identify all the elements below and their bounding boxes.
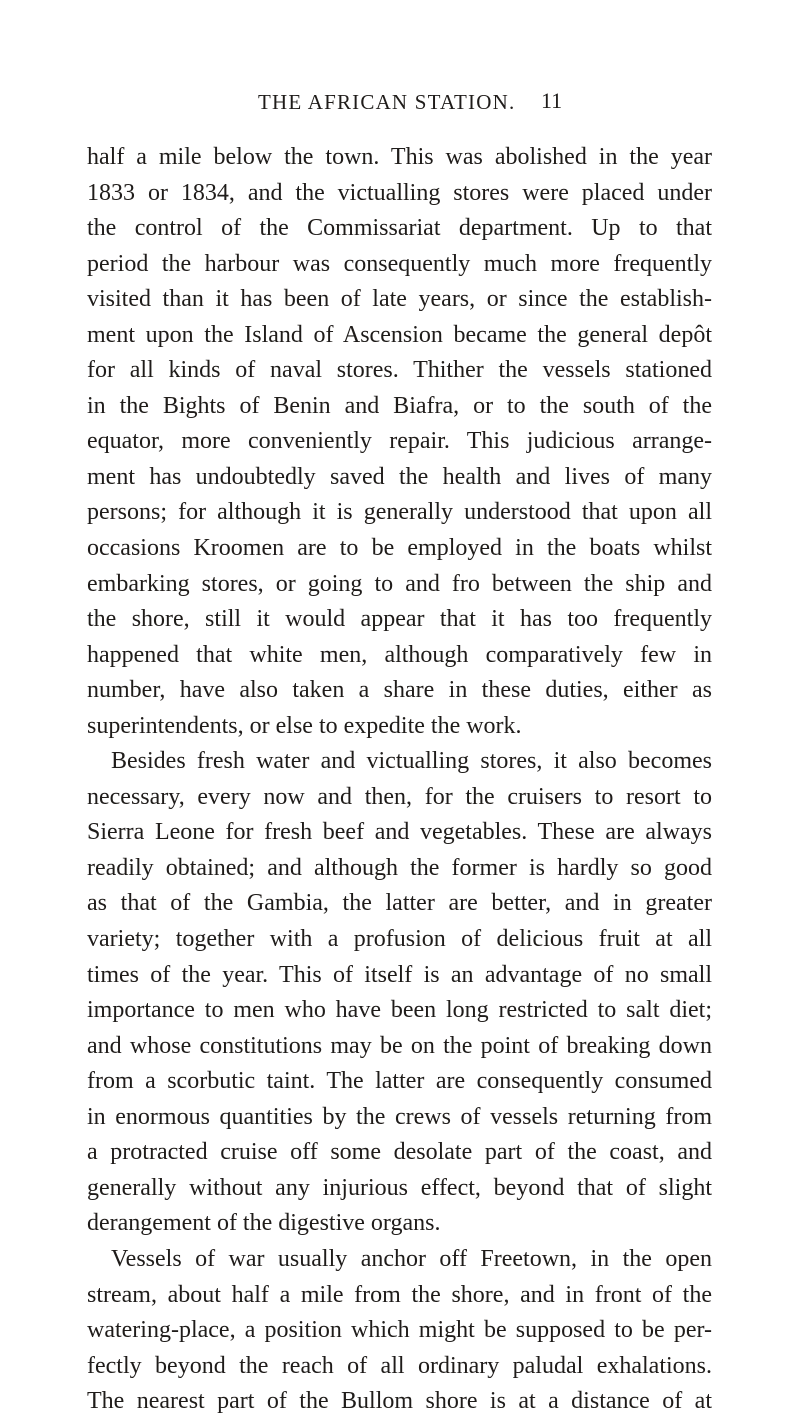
paragraph-start-line: Besides fresh water and victualling stores, it also becomes	[111, 748, 712, 775]
text-line: ment upon the Island of Ascension became the general depôt	[87, 321, 712, 348]
text-line: in enormous quantities by the crews of vessels returning from	[87, 1103, 712, 1130]
text-line: stream, about half a mile from the shore, and in front of the	[87, 1281, 712, 1308]
text-line: for all kinds of naval stores. Thither the vessels stationed	[87, 357, 712, 384]
page-header	[0, 86, 800, 126]
paragraph-start-line: Vessels of war usually anchor off Freetown, in the open	[111, 1245, 712, 1272]
text-line: equator, more conveniently repair. This judicious arrange-	[87, 428, 712, 455]
text-line: from a scorbutic taint. The latter are consequently consumed	[87, 1068, 712, 1095]
text-line: the control of the Commissariat department. Up to that	[87, 215, 712, 242]
text-line: in the Bights of Benin and Biafra, or to the south of the	[87, 392, 712, 419]
text-line: embarking stores, or going to and fro between the ship and	[87, 570, 712, 597]
text-line: half a mile below the town. This was abolished in the year	[87, 144, 712, 170]
text-line: number, have also taken a share in these duties, either as	[87, 677, 712, 704]
text-line: The nearest part of the Bullom shore is at a distance of at	[87, 1388, 712, 1415]
text-line: 1833 or 1834, and the victualling stores were placed under	[87, 179, 712, 206]
page-number: 11	[541, 88, 563, 113]
text-line: necessary, every now and then, for the cruisers to resort to	[87, 783, 712, 810]
text-line: ment has undoubtedly saved the health and lives of many	[87, 463, 712, 490]
text-line: a protracted cruise off some desolate part of the coast, and	[87, 1139, 712, 1166]
text-line: happened that white men, although comparatively few in	[87, 641, 712, 668]
text-line: superintendents, or else to expedite the work.	[87, 712, 522, 739]
text-line: persons; for although it is generally understood that upon all	[87, 499, 712, 526]
text-line: as that of the Gambia, the latter are better, and in greater	[87, 890, 712, 917]
text-line: fectly beyond the reach of all ordinary paludal exhalations.	[87, 1352, 712, 1379]
body-text	[87, 140, 712, 1420]
text-line: derangement of the digestive organs.	[87, 1210, 441, 1237]
text-line: Sierra Leone for fresh beef and vegetables. These are always	[87, 819, 712, 846]
text-line: visited than it has been of late years, or since the establish-	[87, 286, 712, 313]
text-line: and whose constitutions may be on the point of breaking down	[87, 1032, 712, 1059]
running-head: THE AFRICAN STATION.	[258, 90, 516, 114]
text-line: occasions Kroomen are to be employed in the boats whilst	[87, 535, 712, 562]
text-line: importance to men who have been long restricted to salt diet;	[87, 997, 712, 1024]
text-line: generally without any injurious effect, beyond that of slight	[87, 1174, 712, 1201]
text-line: the shore, still it would appear that it has too frequently	[87, 606, 712, 633]
text-line: variety; together with a profusion of delicious fruit at all	[87, 926, 712, 953]
text-line: period the harbour was consequently much more frequently	[87, 250, 712, 277]
text-line: watering-place, a position which might be supposed to be per-	[87, 1317, 712, 1344]
text-line: readily obtained; and although the former is hardly so good	[87, 854, 712, 881]
text-line: times of the year. This of itself is an advantage of no small	[87, 961, 712, 988]
